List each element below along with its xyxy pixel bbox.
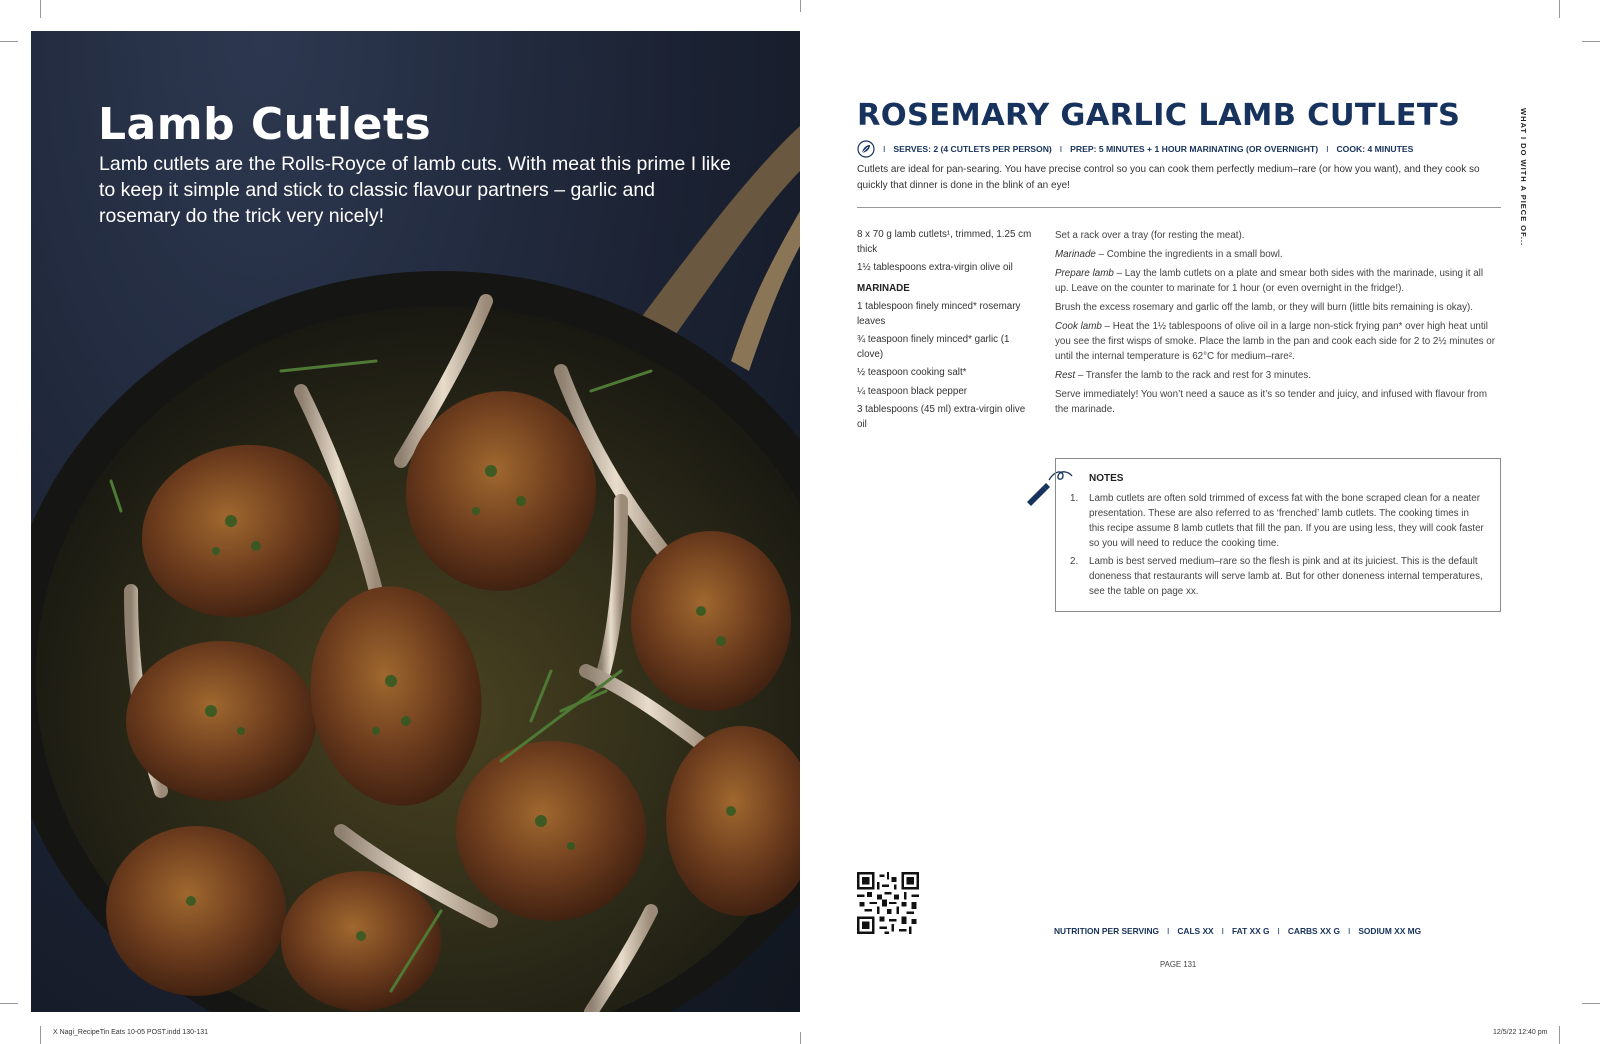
notes-title: NOTES (1089, 473, 1124, 484)
recipe-title: ROSEMARY GARLIC LAMB CUTLETS (857, 98, 1461, 133)
step-text: – Heat the 1½ tablespoons of olive oil in a large non-stick frying pan* over high heat until you see the first wisps of smoke. Place the lamb in the pan and cook each side for 2 to 2½ minutes or until the internal temperature is 62°C for medium–rare². (1055, 321, 1496, 362)
nutrition-separator: I (1167, 926, 1170, 936)
nutrition-carbs: CARBS XX G (1287, 926, 1340, 936)
cook-text: COOK: 4 MINUTES (1336, 144, 1414, 154)
crop-mark (1559, 0, 1560, 18)
note-item (1070, 491, 1486, 551)
method-step (1055, 228, 1495, 243)
crop-mark (0, 1003, 18, 1004)
intro-text: Lamb cutlets are the Rolls-Royce of lamb cuts. With meat this prime I like to keep it simple and stick to classic flavour partners – garlic and rosemary do the trick very nicely! (99, 153, 731, 227)
ingredient-item: 3 tablespoons (45 ml) extra-virgin olive oil (857, 404, 1026, 430)
marinade-heading: MARINADE (857, 282, 910, 294)
serves-text: SERVES: 2 (4 CUTLETS PER PERSON) (893, 144, 1052, 154)
crop-mark (800, 0, 801, 12)
ingredient-item: ¼ teaspoon black pepper (857, 385, 968, 397)
nutrition-heading: NUTRITION PER SERVING (1054, 926, 1160, 936)
method-step (1055, 387, 1495, 417)
nutrition-separator: I (1277, 926, 1280, 936)
note-item (1070, 554, 1486, 599)
recipe-meta-row (857, 140, 1413, 158)
method-step (1055, 300, 1495, 315)
prep-text: PREP: 5 MINUTES + 1 HOUR MARINATING (OR OVERNIGHT) (1070, 144, 1319, 154)
print-slug: X Nagi_RecipeTin Eats 10-05 POST.indd 130-131 (53, 1029, 208, 1036)
note-number: 1. (1070, 493, 1079, 504)
step-label: Marinade (1055, 249, 1096, 260)
step-text: – Combine the ingredients in a small bowl. (1095, 249, 1283, 260)
nutrition-sodium: SODIUM XX MG (1358, 926, 1422, 936)
step-text: Set a rack over a tray (for resting the meat). (1055, 230, 1245, 241)
ingredient-item: 1 tablespoon finely minced* rosemary leaves (857, 301, 1021, 327)
nutrition-bar (1054, 926, 1421, 936)
crop-mark (40, 0, 41, 18)
note-text: Lamb cutlets are often sold trimmed of excess fat with the bone scraped clean for a neater presentation. These are also referred to as ‘frenched’ lamb cutlets. The cooking times in this recipe assume 8 lamb cutlets that fill the pan. If you are using less, they will cook faster so you will need to reduce the cooking time. (1089, 493, 1484, 549)
notes-box (1055, 458, 1501, 612)
meta-separator: I (883, 144, 886, 154)
running-header: WHAT I DO WITH A PIECE OF... (1519, 108, 1528, 247)
page-title: Lamb Cutlets (98, 99, 432, 150)
step-label: Prepare lamb (1055, 268, 1114, 279)
step-text: Serve immediately! You won’t need a sauce as it’s so tender and juicy, and infused with flavour from the marinade. (1055, 389, 1488, 415)
method-step (1055, 247, 1495, 262)
leaf-badge-icon (857, 140, 875, 158)
nutrition-fat: FAT XX G (1231, 926, 1270, 936)
print-date: 12/5/22 12:40 pm (1493, 1029, 1548, 1036)
ingredient-item: ½ teaspoon cooking salt* (857, 367, 967, 378)
qr-code-icon (857, 872, 919, 934)
nutrition-cals: CALS XX (1177, 926, 1214, 936)
nutrition-separator: I (1221, 926, 1224, 936)
note-text: Lamb is best served medium–rare so the flesh is pink and at its juiciest. This is the default doneness that restaurants will serve lamb at. But for other doneness internal temperatures, see the table on page xx. (1089, 556, 1483, 597)
method-step (1055, 319, 1495, 364)
method-step (1055, 368, 1495, 383)
step-label: Cook lamb (1055, 321, 1102, 332)
ingredients-list (857, 228, 1032, 436)
ingredient-item: 8 x 70 g lamb cutlets¹, trimmed, 1.25 cm thick (857, 229, 1032, 255)
page-number: PAGE 131 (1160, 960, 1197, 969)
crop-mark (1582, 1003, 1600, 1004)
nutrition-separator: I (1347, 926, 1351, 936)
divider (857, 207, 1501, 208)
crop-mark (40, 1026, 41, 1044)
step-text: Brush the excess rosemary and garlic off the lamb, or they will burn (little bits remaining is okay). (1055, 302, 1473, 313)
crop-mark (0, 41, 18, 42)
method-steps (1055, 228, 1495, 421)
step-text: – Lay the lamb cutlets on a plate and smear both sides with the marinade, using it all up. Leave on the counter to marinate for 1 hour (or even overnight in the fridge!). (1055, 268, 1484, 294)
note-number: 2. (1070, 556, 1079, 567)
crop-mark (1559, 1026, 1560, 1044)
step-label: Rest (1055, 370, 1076, 381)
notes-list (1070, 491, 1486, 602)
method-step (1055, 266, 1495, 296)
crop-mark (1582, 41, 1600, 42)
step-text: – Transfer the lamb to the rack and rest for 3 minutes. (1075, 370, 1311, 381)
ingredient-item: ¾ teaspoon finely minced* garlic (1 clove) (857, 334, 1010, 360)
hero-photo (31, 31, 800, 1012)
meta-separator: I (1059, 144, 1063, 154)
crop-mark (800, 1032, 801, 1044)
meta-separator: I (1326, 144, 1329, 154)
ingredient-item: 1½ tablespoons extra-virgin olive oil (857, 262, 1013, 273)
recipe-intro: Cutlets are ideal for pan-searing. You have precise control so you can cook them perfectly medium–rare (or how you want), and they cook so quickly that dinner is done in the blink of an eye! (857, 164, 1480, 191)
